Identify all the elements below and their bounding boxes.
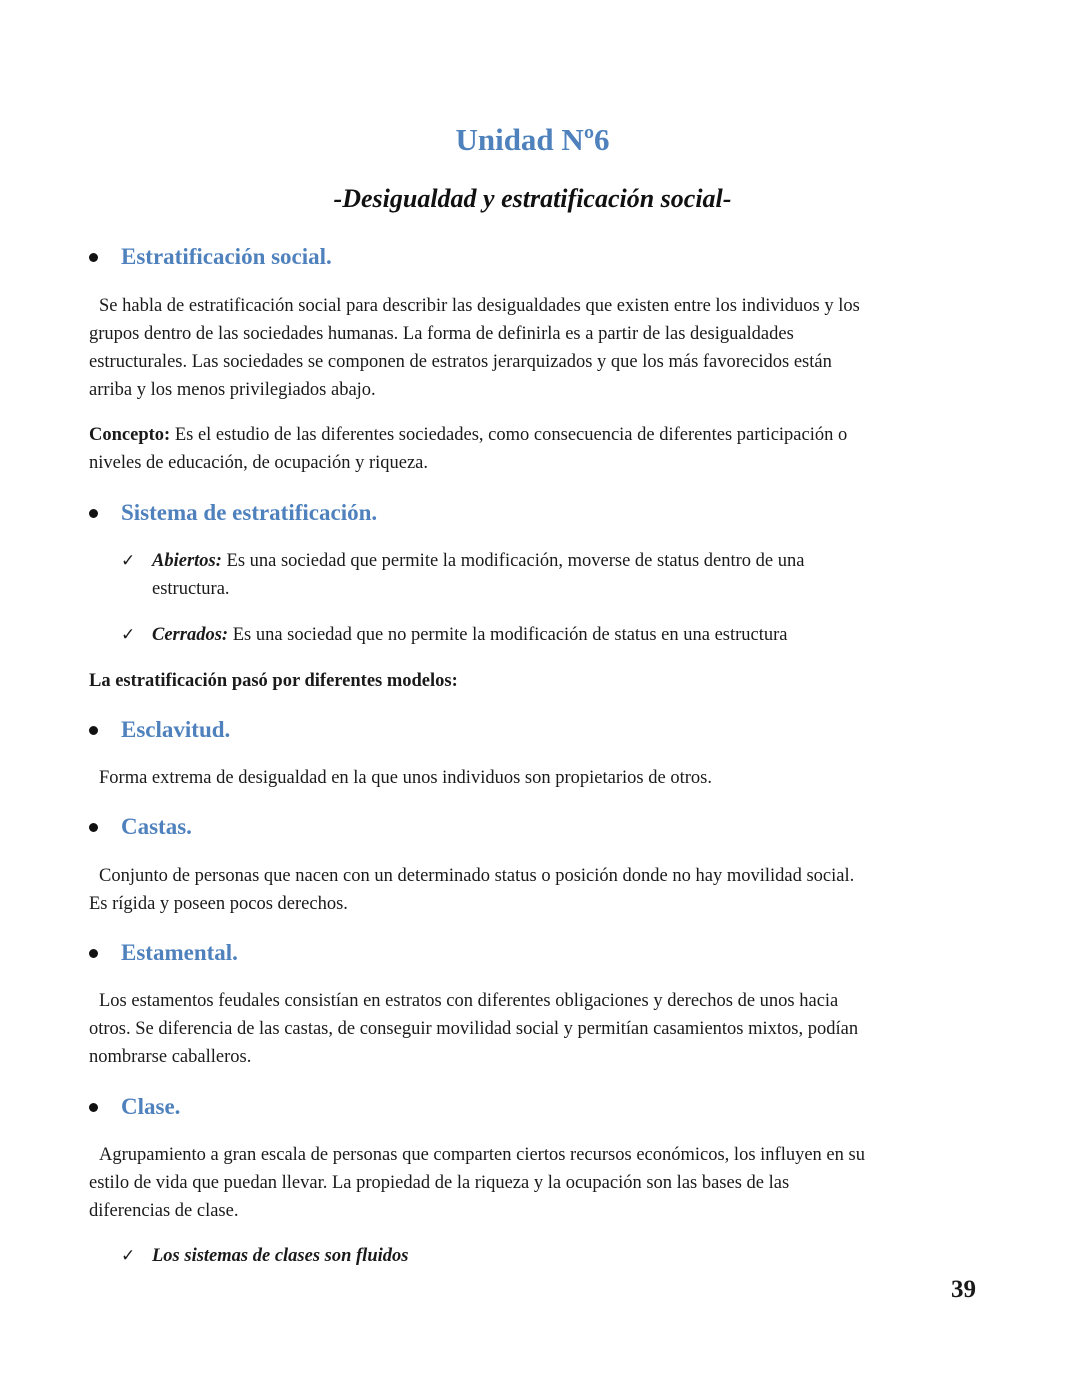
checkmark-icon: ✓ [121,1246,136,1266]
checkmark-icon: ✓ [121,625,136,645]
check-text: Los sistemas de clases son fluidos [152,1246,409,1266]
checkmark-icon: ✓ [121,551,136,571]
definition-text: Es una sociedad que no permite la modificación de status en una estructura [228,625,788,645]
check-item-abiertos [121,547,941,603]
bullet-icon [89,509,98,518]
heading-estratificacion-social [89,242,332,272]
concept-text: niveles de educación, de ocupación y riqueza. [89,453,429,473]
paragraph-line: Conjunto de personas que nacen con un determinado status o posición donde no hay movilidad social. [99,866,855,886]
paragraph-line: Se habla de estratificación social para describir las desigualdades que existen entre los individuos y los [99,296,860,316]
heading-estamental [89,938,238,968]
term-cerrados: Cerrados: [152,625,229,645]
bullet-icon [89,949,98,958]
heading-text: Estamental. [121,940,238,965]
heading-text: Castas. [121,814,192,839]
definition-text: Es una sociedad que permite la modificación, moverse de status dentro de una [221,551,805,571]
heading-castas [89,812,192,842]
check-item-clases-fluidos [121,1242,941,1270]
concept-text: Es el estudio de las diferentes sociedades, como consecuencia de diferentes participación o [170,425,848,445]
page-title: Unidad Nº6 [455,122,610,157]
concept-label: Concepto: [89,425,171,445]
page-number: 39 [951,1276,976,1303]
paragraph-concepto [89,421,989,477]
heading-text: Sistema de estratificación. [121,500,378,525]
heading-sistema-estratificacion [89,498,377,528]
term-abiertos: Abiertos: [152,551,222,571]
models-intro: La estratificación pasó por diferentes modelos: [89,671,458,691]
heading-esclavitud [89,715,230,745]
paragraph-line: grupos dentro de las sociedades humanas. La forma de definirla es a partir de las desigualdades [89,324,794,344]
paragraph-line: Los estamentos feudales consistían en estratos con diferentes obligaciones y derechos de unos hacia [99,991,839,1011]
paragraph-line: Es rígida y poseen pocos derechos. [89,894,348,914]
bullet-icon [89,1103,98,1112]
page-subtitle: -Desigualdad y estratificación social- [333,184,732,213]
paragraph-estratificacion [89,292,989,404]
paragraph-line: otros. Se diferencia de las castas, de conseguir movilidad social y permitían casamientos mixtos, podían [89,1019,859,1039]
bullet-icon [89,726,98,735]
paragraph-estamental [89,987,989,1071]
paragraph-clase [89,1141,989,1225]
paragraph-esclavitud [89,764,989,792]
heading-text: Clase. [121,1094,181,1119]
paragraph-line: estructurales. Las sociedades se componen de estratos jerarquizados y que los más favorecidos están [89,352,832,372]
paragraph-line: Forma extrema de desigualdad en la que unos individuos son propietarios de otros. [99,768,712,788]
bullet-icon [89,823,98,832]
paragraph-line: nombrarse caballeros. [89,1047,252,1067]
heading-text: Estratificación social. [121,244,332,269]
bullet-icon [89,253,98,262]
paragraph-line: Agrupamiento a gran escala de personas que comparten ciertos recursos económicos, los influyen en su [99,1145,865,1165]
check-item-cerrados [121,621,941,649]
definition-text: estructura. [152,579,230,599]
heading-clase [89,1092,180,1122]
paragraph-castas [89,862,989,918]
paragraph-line: diferencias de clase. [89,1201,239,1221]
paragraph-line: estilo de vida que puedan llevar. La propiedad de la riqueza y la ocupación son las bases de las [89,1173,790,1193]
paragraph-line: arriba y los menos privilegiados abajo. [89,380,376,400]
heading-text: Esclavitud. [121,717,231,742]
